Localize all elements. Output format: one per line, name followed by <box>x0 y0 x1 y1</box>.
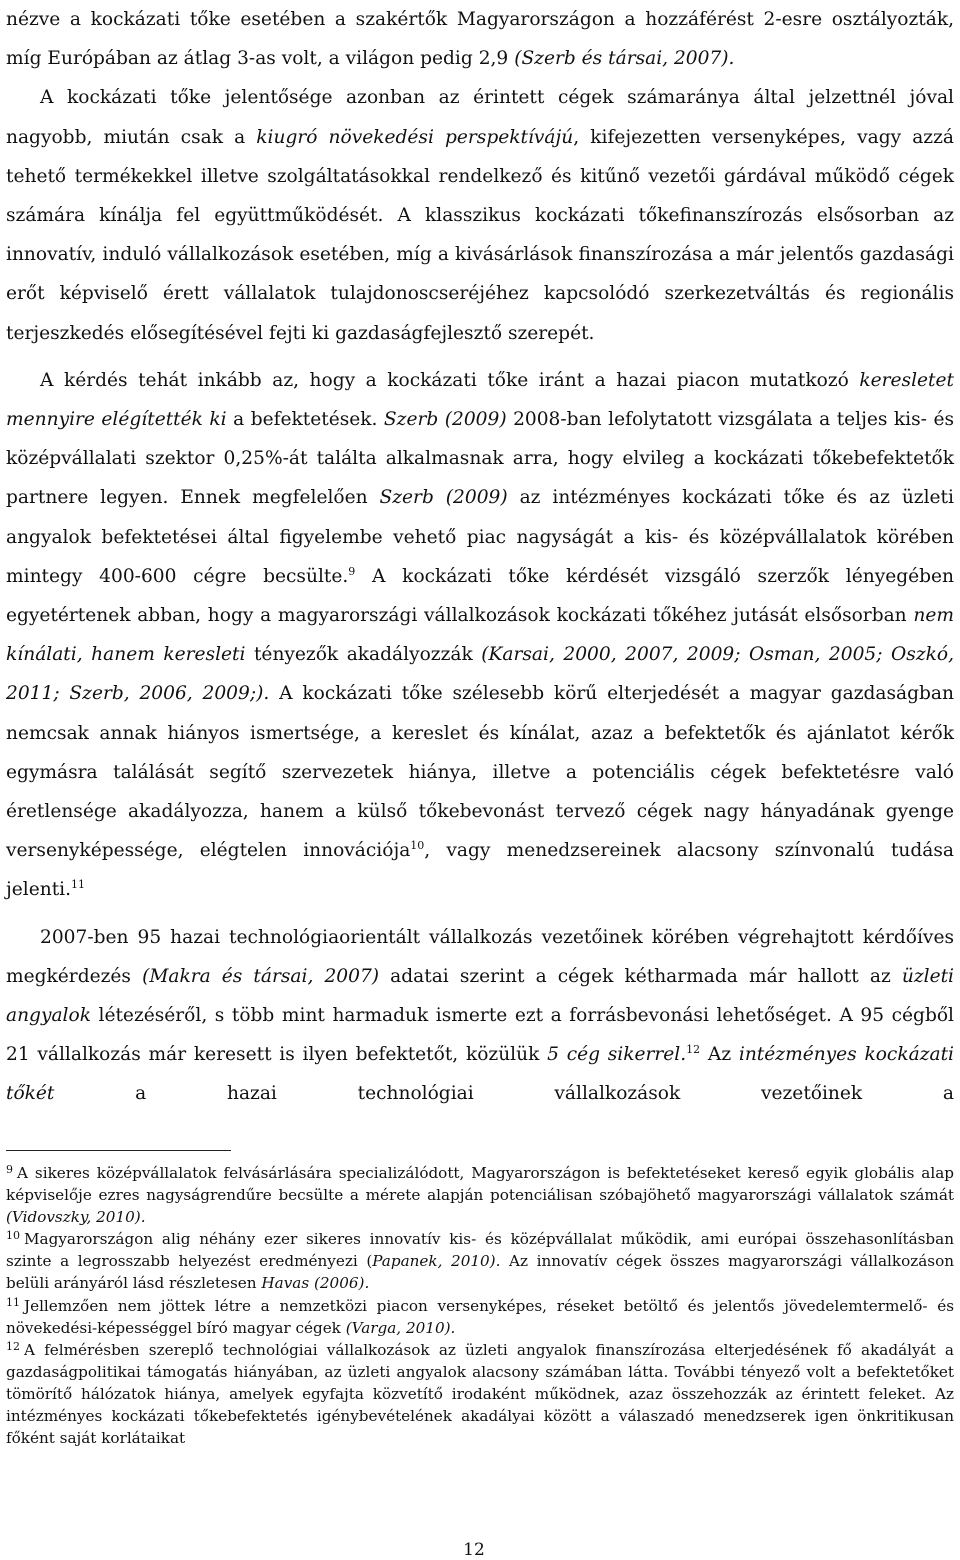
footnote-ref-12: 12 <box>686 1043 701 1057</box>
italic-text: Papanek, 2010). <box>372 1252 501 1271</box>
footnote-12 <box>6 1339 954 1449</box>
footnote-9 <box>6 1162 954 1228</box>
footnotes <box>6 1162 954 1449</box>
paragraph-2 <box>6 78 954 352</box>
italic-text: (Vidovszky, 2010). <box>6 1208 146 1227</box>
italic-text: nem kínálati, hanem keresleti <box>6 605 954 666</box>
paragraph-1 <box>6 0 954 78</box>
page-number: 12 <box>463 1540 485 1560</box>
main-text <box>6 0 954 1114</box>
text-run: létezéséről, s több mint harmaduk ismerte ezt a forrásbevonási lehetőséget. A 95 cégből 21 vállalkozás már keresett is ilyen befektetőt, közülük <box>6 1005 954 1066</box>
text-run: 2007-ben 95 hazai technológiaorientált vállalkozás vezetőinek körében végrehajtott kérdőíves megkérdezés <box>6 926 954 987</box>
italic-text: (Szerb és társai, 2007). <box>514 48 735 70</box>
footnote-number: 11 <box>6 1295 20 1309</box>
italic-text: Szerb (2009) <box>383 409 507 431</box>
text-run: A felmérésben szereplő technológiai vállalkozások az üzleti angyalok finanszírozása elterjedésének fő akadályát a gazdaságpolitikai támogatás hiányában, az üzleti angyalok alacsony számában látta. További tényező volt a befektetőket tömörítő hálózatok hiánya, amelyek egyfajta közvetítő irodaként működnek, azaz összehozzák az érintett feleket. Az intézményes kockázati tőkebefektetés igénybevételének akadályai között a válaszadó menedzserek igen önkritikusan főként saját korlátaikat <box>6 1340 954 1448</box>
italic-text: intézményes kockázati tőkét <box>6 1044 954 1105</box>
text-run: Jellemzően nem jöttek létre a nemzetközi piacon versenyképes, réseket betöltő és jelentős jövedelemtermelő- és növekedési-képességgel bíró magyar cégek <box>6 1296 954 1337</box>
italic-text: 5 cég sikerrel. <box>547 1044 687 1066</box>
text-run: A kockázati tőke szélesebb körű elterjedését a magyar gazdaságban nemcsak annak hiányos ismertsége, a kereslet és kínálat, azaz a befektetők és ajánlatot kérők egymásra találását segítő szervezetek hiánya, illetve a potenciális cégek befektetésre való éretlensége akadályozza, hanem a külső tőkebevonást tervező cégek nagy hányadának gyenge versenyképessége, elégtelen innovációja <box>6 683 954 862</box>
text-run: az intézményes kockázati tőke és az üzleti angyalok befektetései által figyelembe vehető piac nagyságát a kis- és középvállalatok körében mintegy 400-600 cégre becsülte. <box>6 487 954 587</box>
footnote-number: 12 <box>6 1339 20 1353</box>
text-run: Az <box>700 1044 739 1066</box>
text-run: 2008-ban lefolytatott vizsgálata a teljes kis- és középvállalati szektor 0,25%-át találta alkalmasnak arra, hogy elvileg a kockázati tőkebefektetők partnere legyen. Ennek megfelelően <box>6 409 954 509</box>
italic-text: Szerb (2009) <box>379 487 508 509</box>
text-run: , vagy menedzsereinek alacsony színvonalú tudása jelenti. <box>6 840 955 901</box>
footnote-number: 9 <box>6 1163 13 1176</box>
text-run: A kérdés tehát inkább az, hogy a kockázati tőke iránt a hazai piacon mutatkozó <box>40 369 860 391</box>
footnote-11 <box>6 1295 954 1339</box>
text-run: Magyarországon alig néhány ezer sikeres innovatív kis- és középvállalat működik, ami európai összehasonlításban szinte a legrosszabb helyezést eredményezi ( <box>6 1230 954 1271</box>
text-run: a befektetések. <box>226 409 384 431</box>
footnote-number: 10 <box>6 1229 20 1243</box>
italic-text: (Varga, 2010). <box>345 1318 456 1337</box>
paragraph-4 <box>6 918 954 1114</box>
footnote-ref-11: 11 <box>71 878 86 892</box>
footnote-ref-9: 9 <box>348 564 356 578</box>
footnote-separator <box>6 1150 231 1151</box>
italic-text: (Makra és társai, 2007) <box>142 965 380 987</box>
italic-text: kiugró növekedési perspektívájú <box>256 126 574 148</box>
text-run: , kifejezetten versenyképes, vagy azzá tehető termékekkel illetve szolgáltatásokkal rendelkező és kitűnő vezetői gárdával működő cégek számára kínálja fel együttműködését. A klasszikus kockázati tőkefinanszírozás elsősorban az innovatív, induló vállalkozások esetében, míg a kivásárlások finanszírozása a már jelentős gazdasági erőt képviselő érett vállalatok tulajdonoscseréjéhez kapcsolódó szerkezetváltás és regionális terjeszkedés elősegítésével fejti ki gazdaságfejlesztő szerepét. <box>6 126 954 344</box>
text-run: a hazai technológiai vállalkozások vezetőinek a <box>54 1083 954 1105</box>
text-run: adatai szerint a cégek kétharmada már hallott az <box>379 965 902 987</box>
italic-text: (Karsai, 2000, 2007, 2009; Osman, 2005; Oszkó, 2011; Szerb, 2006, 2009;). <box>6 644 955 705</box>
paragraph-3 <box>6 361 954 910</box>
text-run: Az innovatív cégek összes magyarországi vállalkozáson belüli arányáról lásd részletesen <box>6 1252 955 1293</box>
italic-text: keresletet mennyire elégítették ki <box>6 369 954 431</box>
text-run: tényezők akadályozzák <box>245 644 482 666</box>
italic-text: üzleti angyalok <box>6 965 954 1027</box>
footnote-ref-10: 10 <box>410 839 425 853</box>
text-run: A kockázati tőke jelentősége azonban az érintett cégek számaránya által jelzettnél jóval nagyobb, miután csak a <box>6 87 954 148</box>
italic-text: Havas (2006). <box>261 1274 370 1293</box>
text-run: A sikeres középvállalatok felvásárlására specializálódott, Magyarországon is befektetéseket kereső egyik globális alap képviselője ezres nagyságrendűre becsülte a mérete alapján potenciálisan szóbajöhető magyarországi vállalatok számát <box>6 1164 954 1205</box>
footnote-10 <box>6 1228 954 1294</box>
text-run: A kockázati tőke kérdését vizsgáló szerzők lényegében egyetértenek abban, hogy a magyarországi vállalkozások kockázati tőkéhez jutását elsősorban <box>6 565 954 627</box>
text-run: nézve a kockázati tőke esetében a szakértők Magyarországon a hozzáférést 2-esre osztályozták, míg Európában az átlag 3-as volt, a világon pedig 2,9 <box>6 9 954 70</box>
document-page <box>6 0 955 1448</box>
